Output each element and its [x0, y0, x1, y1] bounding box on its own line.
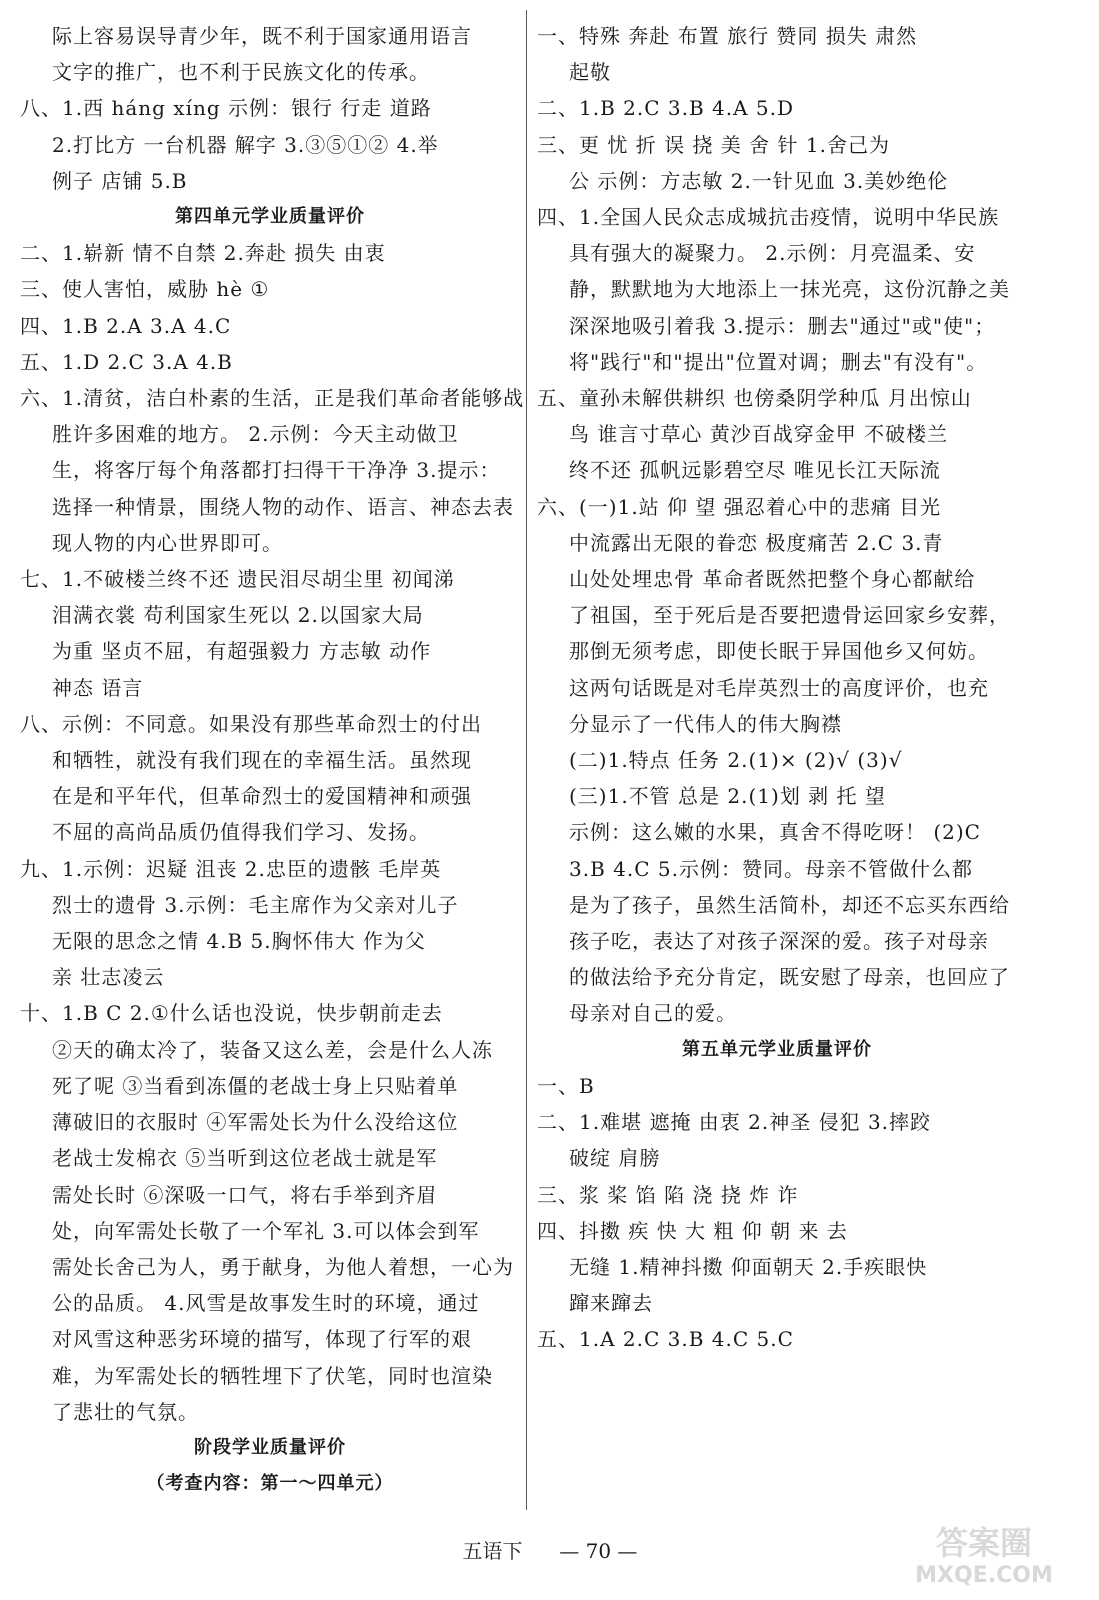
answer-line: 老战士发棉衣 ⑤当听到这位老战士就是军	[52, 1146, 438, 1171]
watermark-bottom-text: MXQE.COM	[915, 1563, 1053, 1588]
answer-line: 在是和平年代，但革命烈士的爱国精神和顽强	[52, 784, 472, 809]
section-heading: 阶段学业质量评价	[194, 1436, 346, 1458]
answer-line: 公的品质。 4.风雪是故事发生时的环境，通过	[52, 1291, 480, 1316]
answer-line: 例子 店铺 5.B	[52, 168, 188, 193]
watermark-logo	[889, 1518, 1079, 1588]
answer-line: 现人物的内心世界即可。	[52, 530, 283, 555]
answer-line: 这两句话既是对毛岸英烈士的高度评价，也充	[569, 675, 989, 700]
answer-line: 了祖国，至于死后是否要把遗骨运回家乡安葬，	[569, 603, 1010, 628]
answer-line: 分显示了一代伟人的伟大胸襟	[569, 711, 842, 736]
answer-line: 际上容易误导青少年，既不利于国家通用语言	[52, 24, 472, 48]
answer-line: 是为了孩子，虽然生活简朴，却还不忘买东西给	[569, 892, 1010, 917]
answer-line: 死了呢 ③当看到冻僵的老战士身上只贴着单	[52, 1073, 459, 1098]
answer-line: 泪满衣裳 苟利国家生死以 2.以国家大局	[52, 603, 424, 628]
answer-line: 无缝 1.精神抖擞 仰面朝天 2.手疾眼快	[569, 1254, 928, 1279]
answer-line: 破绽 肩膀	[569, 1146, 661, 1171]
answer-line: 五、1.D 2.C 3.A 4.B	[20, 349, 233, 374]
answer-line: 起敬	[569, 60, 611, 85]
answer-line: 母亲对自己的爱。	[569, 1001, 737, 1026]
answer-line: 二、1.崭新 情不自禁 2.奔赴 损失 由衷	[20, 241, 386, 266]
answer-line: 七、1.不破楼兰终不还 遗民泪尽胡尘里 初闻涕	[20, 567, 455, 592]
answer-line: 那倒无须考虑，即使长眠于异国他乡又何妨。	[569, 639, 989, 664]
section-heading: 第五单元学业质量评价	[682, 1038, 872, 1060]
answer-line: 六、(一)1.站 仰 望 强忍着心中的悲痛 目光	[537, 494, 942, 519]
answer-line: 深深地吸引着我 3.提示：删去"通过"或"使"；	[569, 313, 996, 338]
answer-line: 薄破旧的衣服时 ④军需处长为什么没给这位	[52, 1110, 459, 1135]
answer-line: 公 示例：方志敏 2.一针见血 3.美妙绝伦	[569, 168, 949, 193]
answer-line: 的做法给予充分肯定，既安慰了母亲，也回应了	[569, 965, 1010, 990]
answer-line: 九、1.示例：迟疑 沮丧 2.忠臣的遗骸 毛岸英	[20, 856, 442, 881]
answer-line: 三、浆 桨 馅 陷 浇 挠 炸 诈	[537, 1182, 799, 1207]
answer-line: 中流露出无限的眷恋 极度痛苦 2.C 3.青	[569, 530, 944, 555]
answer-line: 2.打比方 一台机器 解字 3.③⑤①② 4.举	[52, 132, 439, 157]
answer-line: 无限的思念之情 4.B 5.胸怀伟大 作为父	[52, 929, 426, 954]
answer-line: 示例：这么嫩的水果，真舍不得吃呀！ (2)C	[569, 820, 981, 845]
answer-line: 和牺牲，就没有我们现在的幸福生活。虽然现	[52, 748, 472, 773]
answer-line: 蹿来蹿去	[569, 1291, 653, 1316]
answer-line: 烈士的遗骨 3.示例：毛主席作为父亲对儿子	[52, 892, 459, 917]
answer-line: 文字的推广，也不利于民族文化的传承。	[52, 60, 430, 85]
answer-line: 鸟 谁言寸草心 黄沙百战穿金甲 不破楼兰	[569, 422, 949, 447]
answer-line: 五、1.A 2.C 3.B 4.C 5.C	[537, 1327, 794, 1352]
watermark-top-text: 答案圈	[935, 1524, 1033, 1562]
answer-line: 难，为军需处长的牺牲埋下了伏笔，同时也渲染	[52, 1363, 493, 1388]
book-label: 五语下	[462, 1539, 523, 1563]
answer-line: 胜许多困难的地方。 2.示例：今天主动做卫	[52, 422, 459, 447]
answer-line: 将"践行"和"提出"位置对调；删去"有没有"。	[569, 349, 988, 374]
answer-line: 三、使人害怕，威胁 hè ①	[20, 277, 270, 302]
section-heading: （考查内容：第一～四单元）	[146, 1473, 394, 1495]
answer-line: 山处处埋忠骨 革命者既然把整个身心都献给	[569, 567, 976, 592]
answer-line: 六、1.清贫，洁白朴素的生活，正是我们革命者能够战	[20, 386, 525, 411]
answer-line: 八、示例：不同意。如果没有那些革命烈士的付出	[20, 711, 482, 736]
answer-line: 一、B	[537, 1073, 595, 1098]
section-heading: 第四单元学业质量评价	[175, 206, 365, 228]
answer-line: 五、童孙未解供耕织 也傍桑阴学种瓜 月出惊山	[537, 386, 972, 411]
answer-line: 一、特殊 奔赴 布置 旅行 赞同 损失 肃然	[537, 24, 918, 48]
page-number: — 70 —	[559, 1539, 638, 1563]
answer-line: 对风雪这种恶劣环境的描写，体现了行军的艰	[52, 1327, 472, 1352]
page-footer	[400, 1535, 700, 1564]
answer-line: 为重 坚贞不屈，有超强毅力 方志敏 动作	[52, 639, 432, 664]
answer-line: 需处长舍己为人，勇于献身，为他人着想，一心为	[52, 1254, 514, 1279]
answer-line: 十、1.B C 2.①什么话也没说，快步朝前走去	[20, 1001, 443, 1026]
answer-line: 八、1.西 háng xíng 示例：银行 行走 道路	[20, 96, 432, 121]
answer-line: 不屈的高尚品质仍值得我们学习、发扬。	[52, 820, 430, 845]
answer-line: 三、更 忧 折 误 挠 美 舍 针 1.舍己为	[537, 132, 890, 157]
answer-line: 孩子吃，表达了对孩子深深的爱。孩子对母亲	[569, 929, 989, 954]
answer-line: 二、1.难堪 遮掩 由衷 2.神圣 侵犯 3.摔跤	[537, 1110, 932, 1135]
answer-line: 二、1.B 2.C 3.B 4.A 5.D	[537, 96, 795, 121]
left-column	[20, 18, 525, 1502]
answer-line: ②天的确太冷了，装备又这么差，会是什么人冻	[52, 1037, 493, 1062]
answer-line: 生，将客厅每个角落都打扫得干干净净 3.提示：	[52, 458, 501, 483]
right-column	[537, 18, 1017, 1358]
answer-line: 了悲壮的气氛。	[52, 1399, 199, 1424]
answer-line: 四、1.全国人民众志成城抗击疫情，说明中华民族	[537, 205, 1000, 230]
column-divider	[526, 10, 527, 1510]
answer-line: 选择一种情景，围绕人物的动作、语言、神态去表	[52, 494, 514, 519]
answer-line: 终不还 孤帆远影碧空尽 唯见长江天际流	[569, 458, 941, 483]
answer-line: 亲 壮志凌云	[52, 965, 165, 990]
answer-line: (二)1.特点 任务 2.(1)× (2)√ (3)√	[569, 748, 903, 773]
answer-line: 3.B 4.C 5.示例：赞同。母亲不管做什么都	[569, 856, 973, 881]
answer-line: (三)1.不管 总是 2.(1)划 剥 托 望	[569, 784, 886, 809]
answer-line: 具有强大的凝聚力。 2.示例：月亮温柔、安	[569, 241, 976, 266]
answer-line: 处，向军需处长敬了一个军礼 3.可以体会到军	[52, 1218, 480, 1243]
answer-line: 静，默默地为大地添上一抹光亮，这份沉静之美	[569, 277, 1010, 302]
answer-line: 神态 语言	[52, 675, 144, 700]
answer-line: 四、1.B 2.A 3.A 4.C	[20, 313, 232, 338]
answer-line: 需处长时 ⑥深吸一口气，将右手举到齐眉	[52, 1182, 438, 1207]
answer-line: 四、抖擞 疾 快 大 粗 仰 朝 来 去	[537, 1218, 848, 1243]
